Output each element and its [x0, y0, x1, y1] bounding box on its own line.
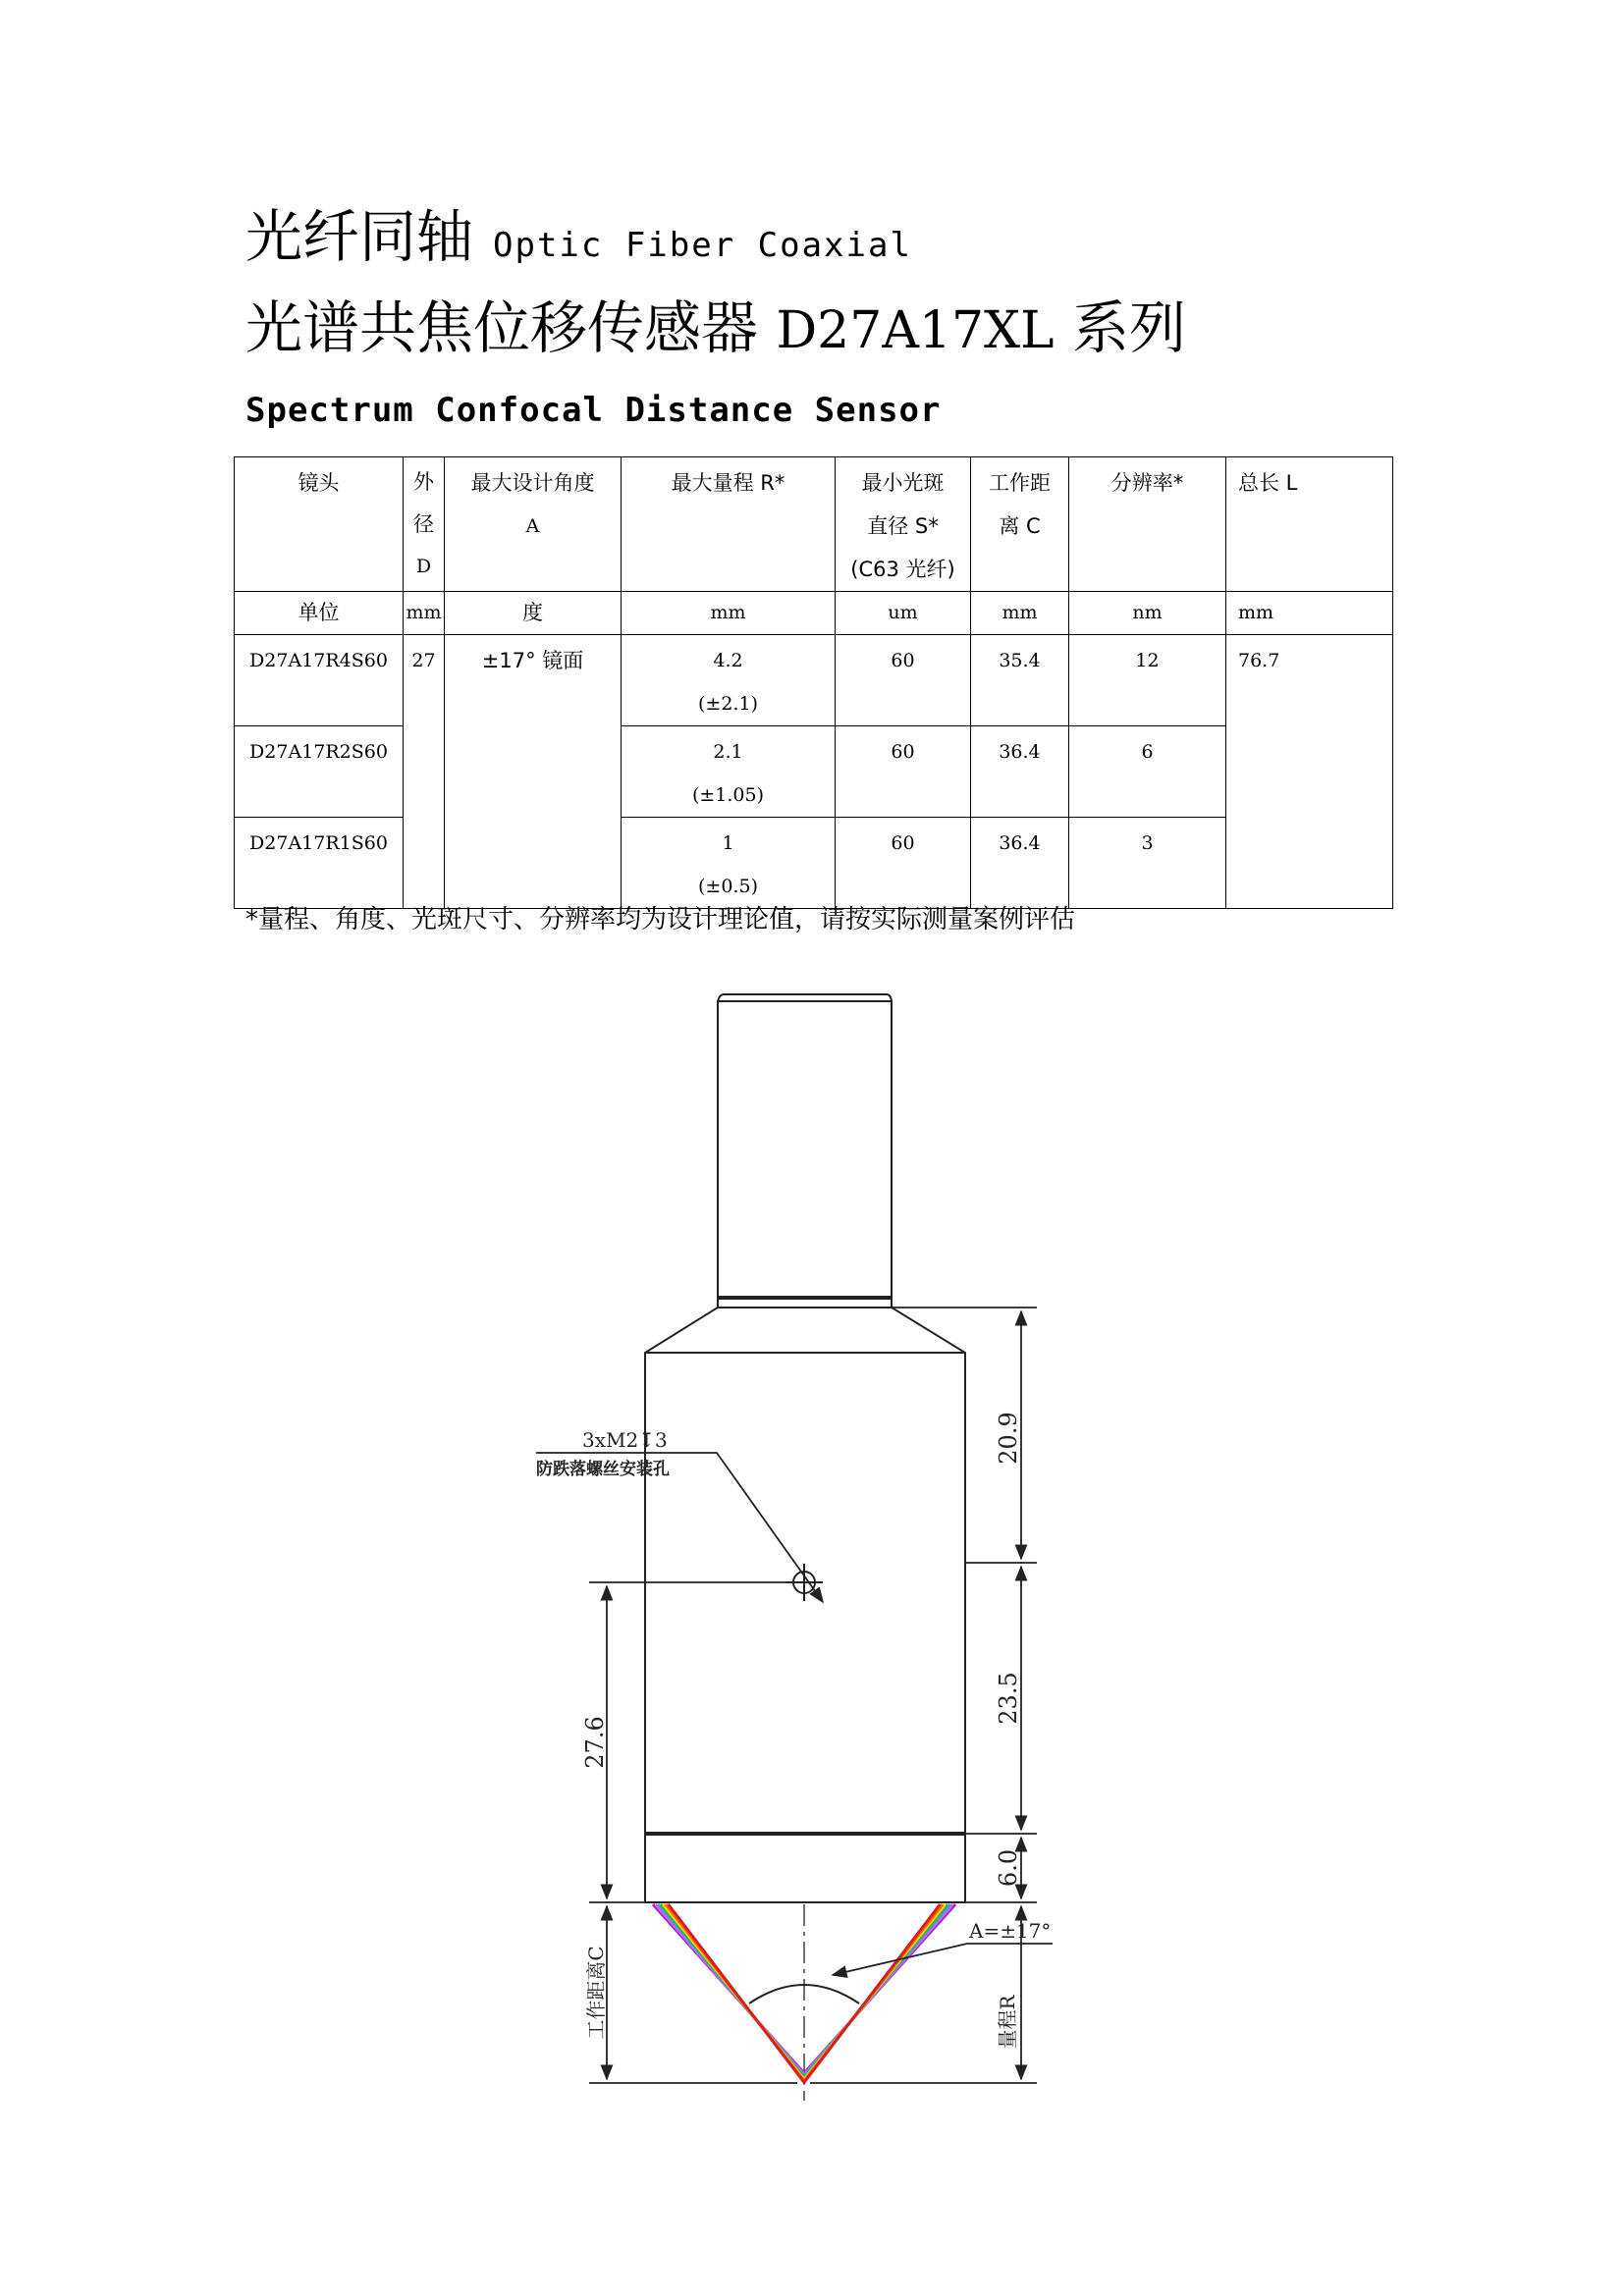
- hole-label-text: 防跌落螺丝安装孔: [536, 1460, 670, 1479]
- range-label: 量程R: [996, 1995, 1019, 2050]
- sensor-body-outline: [645, 994, 965, 1902]
- row-wd: 36.4: [971, 726, 1069, 818]
- title-series: 系列: [1072, 294, 1187, 361]
- row-model: D27A17R4S60: [235, 635, 404, 726]
- angle-leader-line: [833, 1944, 1053, 1975]
- row-wd: 36.4: [971, 818, 1069, 909]
- unit-wd: mm: [971, 592, 1069, 635]
- unit-label: 单位: [235, 592, 404, 635]
- row-range-value: 1: [722, 832, 734, 854]
- title-en: Optic Fiber Coaxial: [493, 226, 912, 265]
- angle-label-text: A=±17°: [969, 1919, 1052, 1943]
- working-distance-label: 工作距离C: [584, 1946, 608, 2040]
- row-range-tolerance: (±0.5): [698, 876, 758, 897]
- header-od-line1: 外: [413, 470, 434, 494]
- row-spot: 60: [836, 726, 971, 818]
- dim-left-text: 27.6: [581, 1716, 609, 1769]
- dim-top-text: 20.9: [995, 1412, 1022, 1465]
- header-length: 总长 L: [1226, 457, 1393, 592]
- hole-spec-text: 3xM2↧3: [582, 1428, 668, 1452]
- top-cap: [718, 994, 892, 1001]
- header-wd-line2: 离 C: [999, 514, 1041, 538]
- row-spot: 60: [836, 635, 971, 726]
- row-model: D27A17R1S60: [235, 818, 404, 909]
- header-resolution: 分辨率*: [1069, 457, 1226, 592]
- row-range-tolerance: (±1.05): [691, 784, 765, 806]
- header-spot-line3: (C63 光纤): [850, 558, 955, 581]
- header-od-line2: 径: [413, 512, 434, 536]
- header-lens: 镜头: [235, 457, 404, 592]
- header-angle-line2: A: [525, 515, 540, 537]
- angle-value: ±17° 镜面: [445, 635, 622, 909]
- unit-res: nm: [1069, 592, 1226, 635]
- length-value: 76.7: [1226, 635, 1393, 909]
- unit-range: mm: [622, 592, 836, 635]
- header-angle-line1: 最大设计角度: [470, 471, 595, 495]
- title-model: D27A17XL: [776, 301, 1055, 360]
- header-wd-line1: 工作距: [989, 471, 1051, 495]
- title-product-cn: 光谱共焦位移传感器: [245, 294, 759, 361]
- unit-od: mm: [404, 592, 445, 635]
- title-line-3: Spectrum Confocal Distance Sensor: [245, 391, 942, 430]
- title-cn: 光纤同轴: [245, 203, 474, 270]
- unit-length: mm: [1226, 592, 1393, 635]
- unit-angle: 度: [445, 592, 622, 635]
- unit-spot: um: [836, 592, 971, 635]
- row-res: 6: [1069, 726, 1226, 818]
- dim-mid-text: 23.5: [995, 1672, 1022, 1725]
- row-res: 12: [1069, 635, 1226, 726]
- header-range: 最大量程 R*: [622, 457, 836, 592]
- body-profile: [645, 1001, 965, 1902]
- od-value: 27: [404, 635, 445, 909]
- row-range-tolerance: (±2.1): [698, 693, 758, 715]
- footnote: *量程、角度、光斑尺寸、分辨率均为设计理论值，请按实际测量案例评估: [245, 905, 1076, 934]
- row-model: D27A17R2S60: [235, 726, 404, 818]
- dim-bottom-text: 6.0: [995, 1848, 1022, 1888]
- row-range-value: 2.1: [713, 741, 743, 763]
- header-spot-line2: 直径 S*: [867, 514, 939, 538]
- row-range-value: 4.2: [713, 650, 743, 671]
- row-res: 3: [1069, 818, 1226, 909]
- header-od-line3: D: [415, 556, 432, 577]
- header-spot-line1: 最小光斑: [861, 471, 945, 495]
- row-wd: 35.4: [971, 635, 1069, 726]
- row-spot: 60: [836, 818, 971, 909]
